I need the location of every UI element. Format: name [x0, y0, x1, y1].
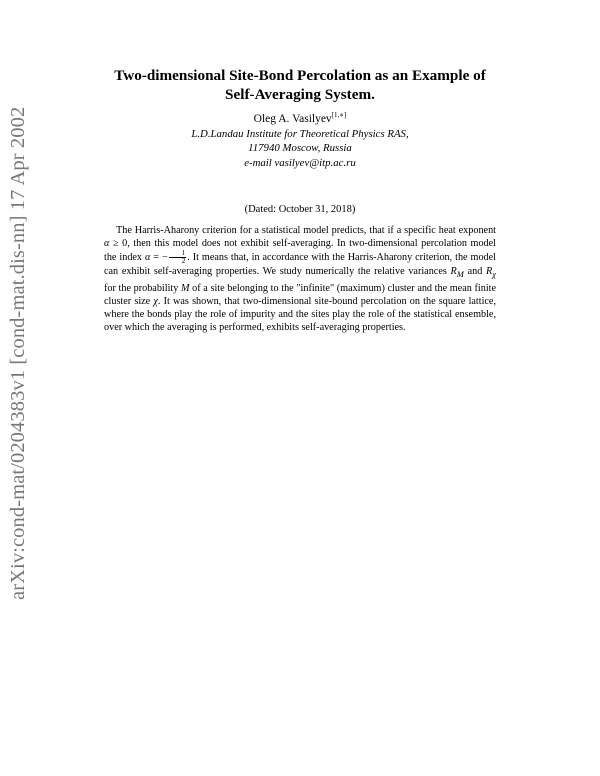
title-line-1: Two-dimensional Site-Bond Percolation as an Example of — [114, 67, 486, 84]
abstract-text: The Harris-Aharony criterion for a statistical model predicts, that if a specific heat exponent — [116, 225, 496, 236]
math-m: M — [181, 282, 190, 294]
title-line-2: Self-Averaging System. — [225, 86, 375, 103]
abstract-text: = − — [150, 252, 168, 264]
fraction-denominator: 2 — [181, 257, 186, 266]
author-name-line — [80, 112, 520, 127]
math-r: R — [450, 266, 457, 278]
math-alpha: α — [144, 252, 151, 264]
abstract-text: of a site belonging to the "infinite" (maximum) cluster and the mean finite cluster size — [104, 282, 496, 307]
math-r: R — [486, 266, 493, 278]
abstract-text: . It means that, in accordance with the Harris-Aharony criterion, the model can exhibit self-averaging properties. We study numerically the relative variances — [104, 252, 496, 278]
author-footnote-mark: [1,∗] — [331, 111, 347, 120]
author-email[interactable]: e-mail vasilyev@itp.ac.ru — [244, 156, 356, 169]
abstract-text: ≥ 0, then this model does not exhibit self-averaging. In two-dimensional percolation model the index — [104, 238, 496, 264]
author-name: Oleg A. Vasilyev — [253, 113, 332, 125]
math-chi: χ — [153, 295, 158, 307]
author-block — [80, 112, 520, 170]
paper-title — [80, 66, 520, 104]
dated-line: (Dated: October 31, 2018) — [244, 204, 356, 215]
abstract — [104, 224, 496, 334]
math-subscript-chi: χ — [492, 269, 496, 280]
math-subscript-m: M — [456, 269, 464, 280]
abstract-text: for the probability — [104, 282, 181, 294]
affiliation-line-1: L.D.Landau Institute for Theoretical Physics RAS, — [191, 127, 409, 140]
arxiv-identifier-stamp: arXiv:cond-mat/0204383v1 [cond-mat.dis-nn] 17 Apr 2002 — [7, 106, 29, 600]
math-alpha: α — [104, 238, 110, 250]
affiliation-line-2: 117940 Moscow, Russia — [248, 142, 352, 154]
abstract-text: . It was shown, that two-dimensional site-bound percolation on the square lattice, where the bonds play the role of impurity and the sites play the role of the statistical ensemble, over which the averaging is performed, exhibits self-averaging properties. — [104, 295, 497, 334]
abstract-text: and — [463, 266, 487, 278]
fraction-numerator: 1 — [169, 250, 187, 258]
math-fraction — [169, 250, 187, 265]
